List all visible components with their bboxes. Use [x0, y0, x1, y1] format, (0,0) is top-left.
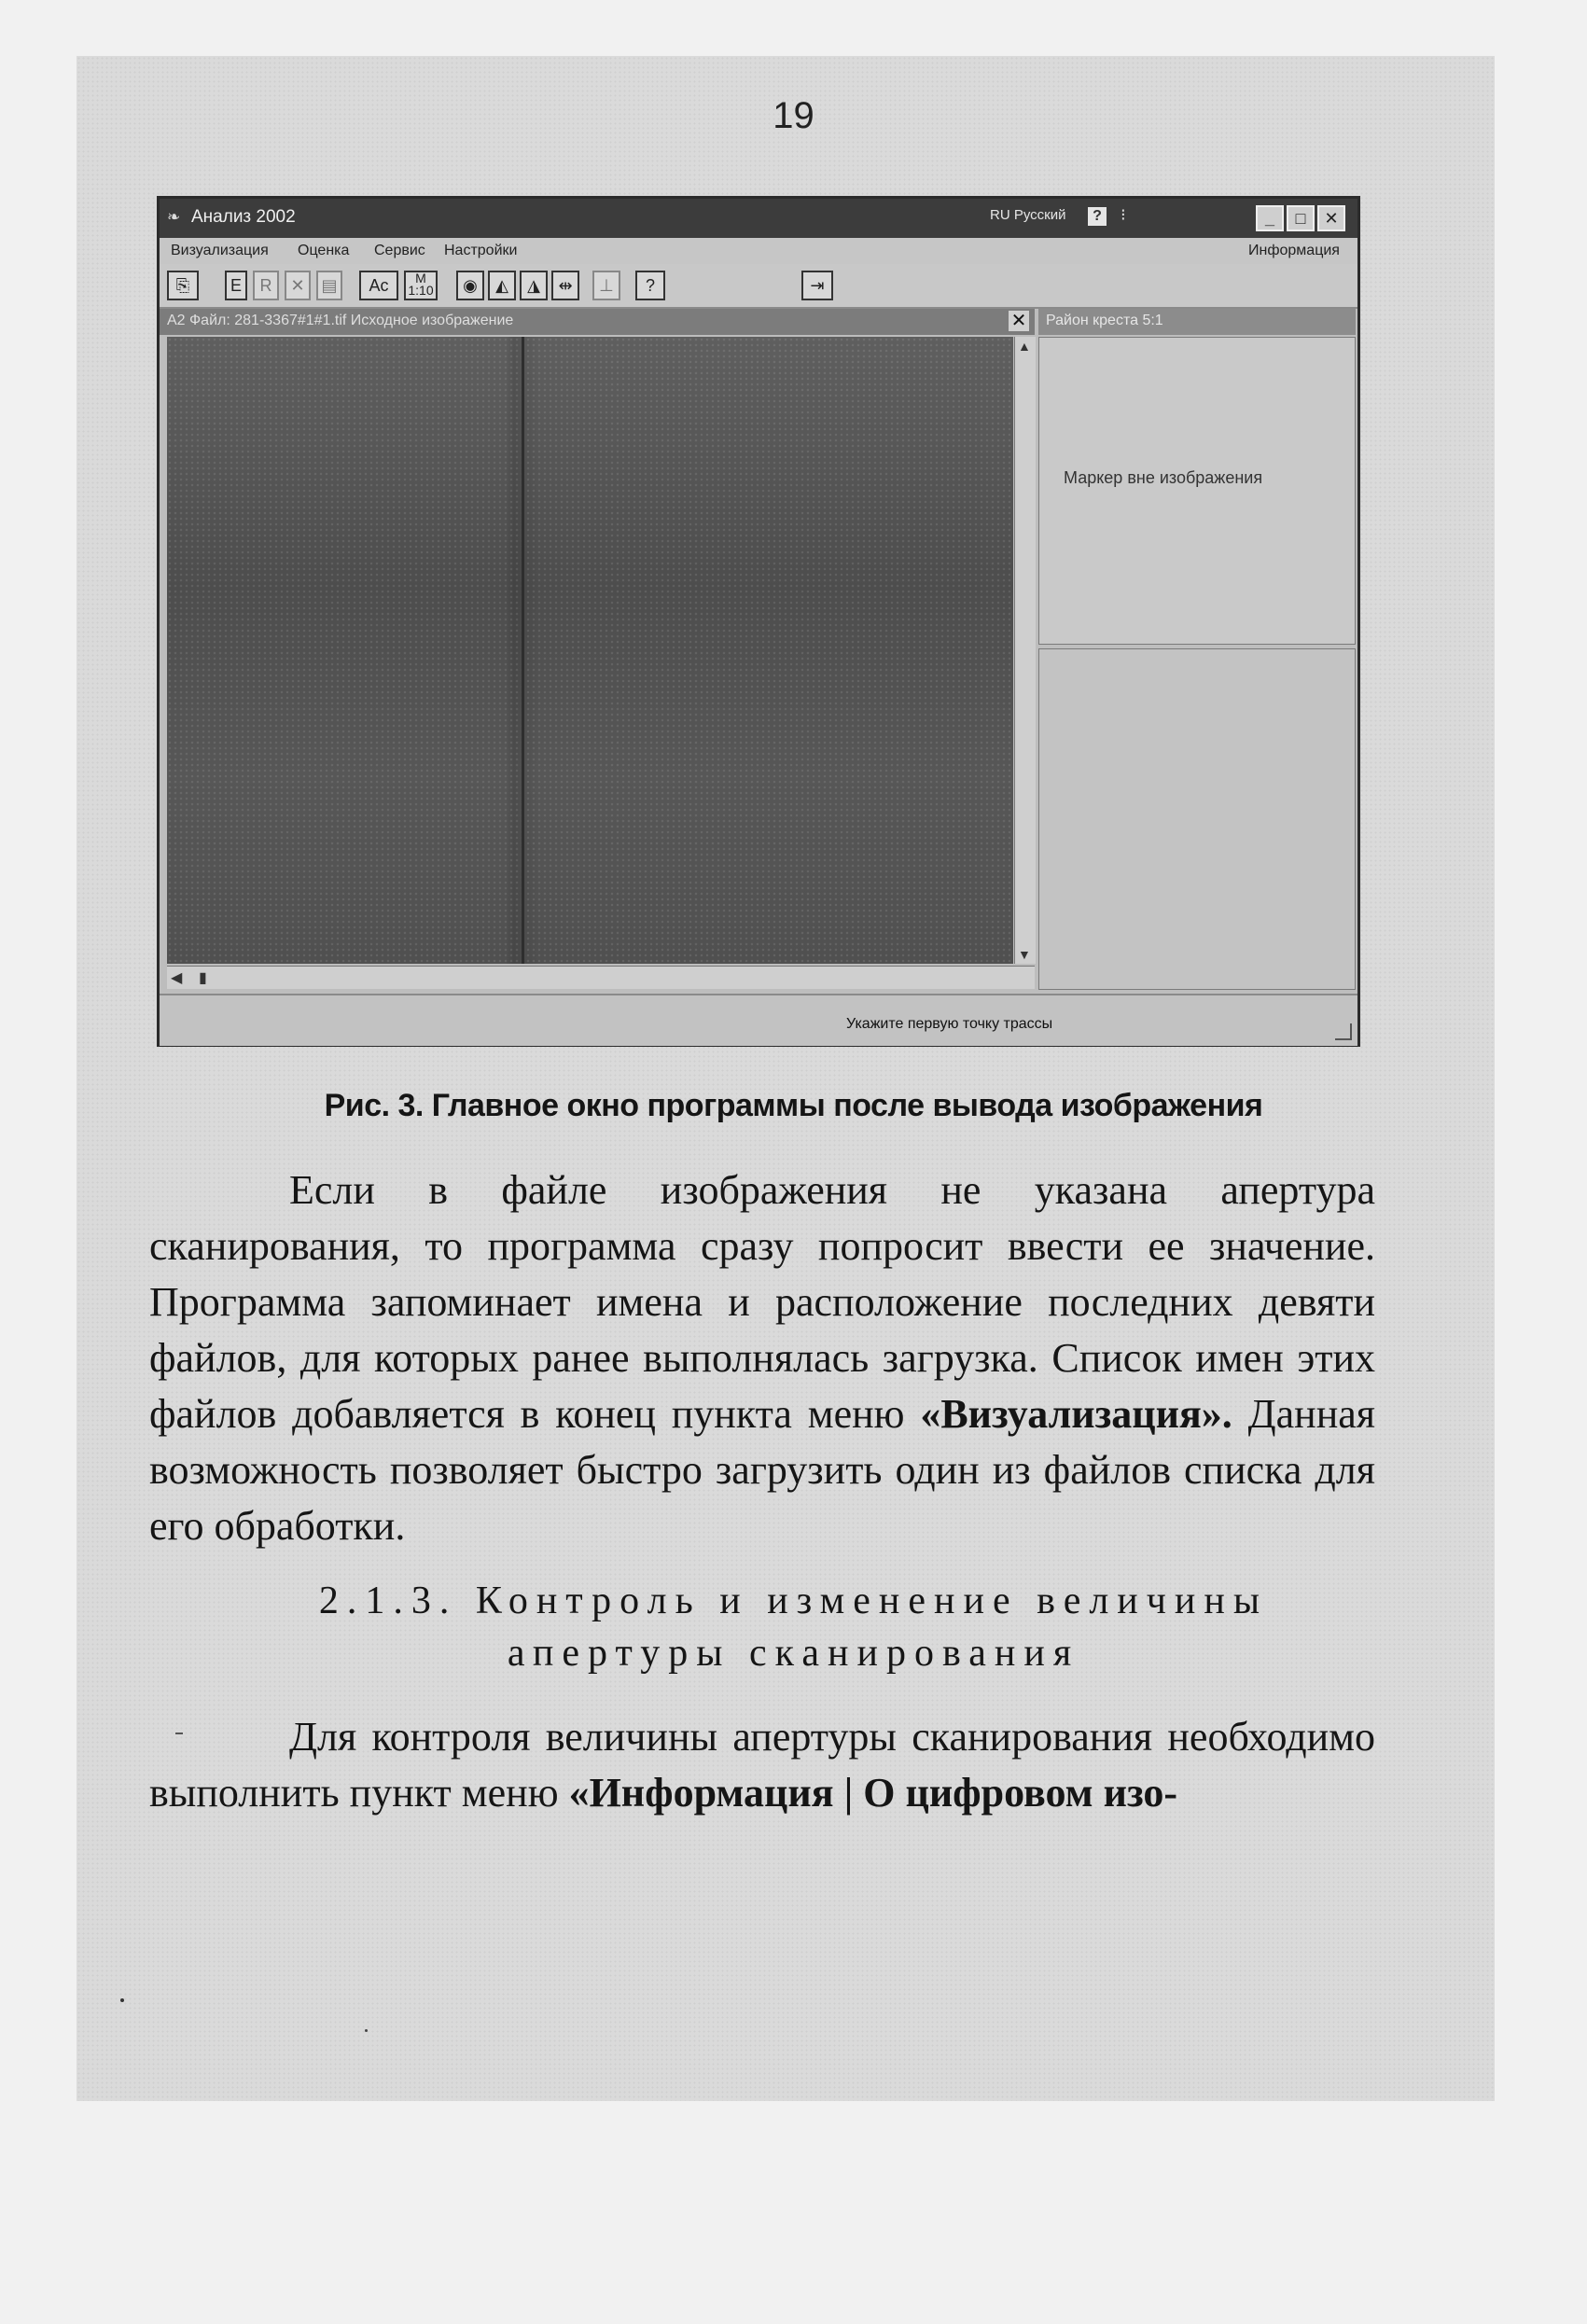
menu-estimate[interactable]: Оценка	[298, 243, 350, 258]
side-panel-header	[1038, 309, 1356, 335]
scan-speck	[365, 2029, 368, 2032]
crosshair-zoom-panel	[1038, 337, 1356, 645]
toolbar-help-button[interactable]: ?	[635, 271, 665, 300]
triangle-icon[interactable]: ◭	[488, 271, 516, 300]
paragraph-2-text: Для контроля величины апертуры сканирования необходимо выполнить пункт меню	[149, 1714, 1375, 1816]
menu-service[interactable]: Сервис	[374, 243, 425, 258]
scroll-thumb[interactable]: ▮	[199, 970, 207, 986]
paragraph-1	[149, 1162, 1375, 1554]
maximize-button[interactable]: □	[1287, 205, 1315, 231]
marker-message: Маркер вне изображения	[1064, 468, 1263, 487]
toolbar-disabled-icon[interactable]: ⊥	[592, 271, 620, 300]
paragraph-1-bold: «Визуализация».	[920, 1391, 1232, 1437]
scan-speck	[120, 1998, 124, 2002]
measure-icon[interactable]: ◮	[520, 271, 548, 300]
image-window-title: A2 Файл: 281-3367#1#1.tif Исходное изображение	[167, 313, 514, 328]
help-button[interactable]: ?	[1088, 207, 1107, 226]
figure-caption: Рис. 3. Главное окно программы после вывода изображения	[324, 1088, 1263, 1123]
close-button[interactable]: ✕	[1317, 205, 1345, 231]
language-arrow-icon[interactable]: ⁝	[1121, 205, 1126, 224]
toolbar-e-icon[interactable]: E	[225, 271, 247, 300]
paragraph-2	[149, 1709, 1375, 1821]
menu-visualization[interactable]: Визуализация	[171, 243, 269, 258]
scan-speck	[175, 1733, 183, 1734]
image-window-close-button[interactable]: ✕	[1009, 311, 1029, 331]
scroll-left-icon[interactable]: ◀	[171, 970, 183, 986]
toolbar-print-icon[interactable]: ▤	[316, 271, 342, 300]
toolbar-r-icon[interactable]: R	[253, 271, 279, 300]
image-window-header	[160, 309, 1035, 335]
title-bar	[160, 199, 1357, 238]
exit-icon[interactable]: ⇥	[801, 271, 833, 300]
page-number: 19	[773, 95, 814, 136]
toolbar-ac-button[interactable]: Ac	[359, 271, 398, 300]
resize-grip-icon[interactable]	[1335, 1023, 1352, 1040]
minimize-button[interactable]: _	[1256, 205, 1284, 231]
width-icon[interactable]: ⇹	[551, 271, 579, 300]
section-heading-line-1: 2.1.3. Контроль и изменение величины	[318, 1579, 1269, 1622]
side-panel-title: Район креста 5:1	[1046, 313, 1163, 328]
app-icon: ❧	[167, 208, 181, 226]
scroll-up-icon[interactable]: ▲	[1018, 339, 1031, 354]
toolbar-scale-button[interactable]: M 1:10	[404, 271, 438, 300]
horizontal-scrollbar[interactable]	[167, 966, 1035, 989]
status-bar	[160, 994, 1357, 1046]
paragraph-1-text-b: Данная возможность позволяет быстро загрузить один из файлов списка для его обработки.	[149, 1391, 1376, 1549]
open-file-icon[interactable]: ⎘	[167, 271, 199, 300]
paragraph-2-bold: «Информация | О цифровом изо-	[568, 1770, 1178, 1816]
vertical-scrollbar[interactable]	[1014, 337, 1036, 964]
toolbar	[160, 264, 1357, 309]
app-window-screenshot	[157, 196, 1360, 1047]
source-image-view[interactable]	[167, 337, 1013, 964]
scroll-down-icon[interactable]: ▼	[1018, 947, 1031, 962]
section-heading-line-2: апертуры сканирования	[507, 1632, 1080, 1675]
status-text: Укажите первую точку трассы	[846, 1016, 1053, 1032]
app-title: Анализ 2002	[191, 207, 296, 227]
menu-information[interactable]: Информация	[1248, 243, 1340, 258]
info-panel	[1038, 648, 1356, 990]
language-indicator[interactable]: RU Русский	[990, 207, 1066, 223]
toolbar-cut-icon[interactable]: ✕	[285, 271, 311, 300]
menu-bar	[160, 238, 1357, 264]
menu-settings[interactable]: Настройки	[444, 243, 518, 258]
eye-icon[interactable]: ◉	[456, 271, 484, 300]
paragraph-1-text-a: Если в файле изображения не указана апертура сканирования, то программа сразу попросит ввести ее значение. Программа запоминает имена и расположение последних девяти файлов, для которых ранее выполнялась загрузка. Список имен этих файлов добавляется в конец пункта меню	[149, 1167, 1375, 1437]
